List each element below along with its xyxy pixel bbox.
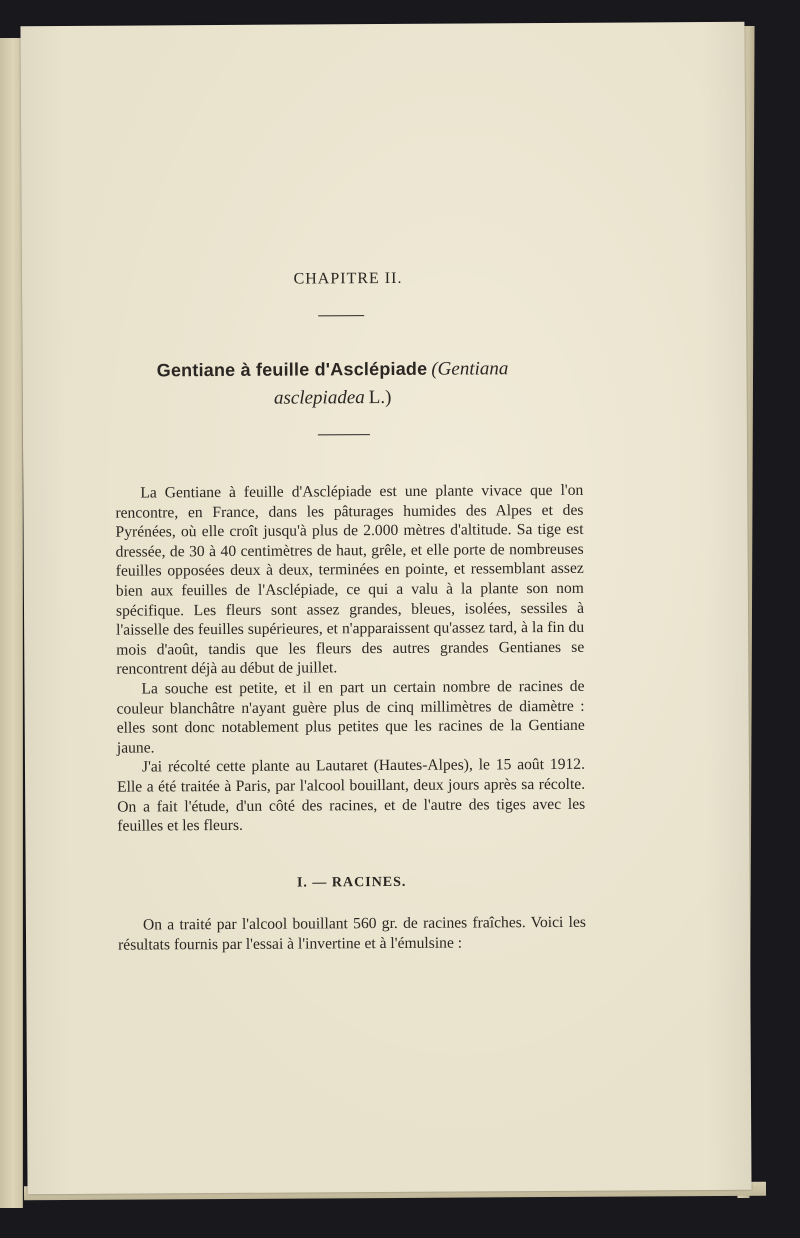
title-authority: L.) xyxy=(368,386,392,409)
paragraph: On a traité par l'alcool bouillant 560 gr. de racines fraîches. Voici les résultats fournis par l'essai à l'invertine et à l'émulsine : xyxy=(118,913,586,954)
body-text xyxy=(115,481,585,837)
paragraph: La Gentiane à feuille d'Asclépiade est une plante vivace que l'on rencontre, en France, dans les pâturages humides des Alpes et des Pyrénées, où elle croît jusqu'à plus de 2.000 mètres d'altitude. Sa tige est dressée, de 30 à 40 centimètres de haut, grêle, et elle porte de nombreuses feuilles opposées deux à deux, terminées en pointe, et ressemblant assez bien aux feuilles de l'Asclépiade, ce qui a valu à la plante son nom spécifique. Les fleurs sont assez grandes, bleues, isolées, sessiles à l'aisselle des feuilles supérieures, et n'apparaissent qu'assez tard, à la fin du mois d'août, tandis que les fleurs des autres grandes Gentianes se rencontrent déjà au début de juillet. xyxy=(115,481,585,678)
paragraph: La souche est petite, et il en part un certain nombre de racines de couleur blanchâtre n'ayant guère plus de cinq millimètres de diamètre : elles sont donc notablement plus petites que les racines de la Gentiane jaune. xyxy=(116,677,585,757)
title-latin-genus: (Gentiana xyxy=(431,358,509,380)
title-rule xyxy=(318,434,370,435)
title-latin-species: asclepiadea xyxy=(273,387,365,409)
chapter-heading: CHAPITRE II. xyxy=(293,269,403,288)
section-body-text xyxy=(118,913,586,955)
chapter-rule xyxy=(318,315,364,316)
title-main: Gentiane à feuille d'Asclépiade xyxy=(156,358,428,381)
section-heading: I. — RACINES. xyxy=(296,874,407,891)
paragraph: J'ai récolté cette plante au Lautaret (Hautes-Alpes), le 15 août 1912. Elle a été traitée à Paris, par l'alcool bouillant, deux jours après sa récolte. On a fait l'étude, d'un côté des racines, et de l'autre des tiges avec les feuilles et les fleurs. xyxy=(117,756,586,835)
binding-edge xyxy=(0,38,23,1208)
chapter-title xyxy=(82,355,582,414)
book-page xyxy=(20,22,751,1194)
